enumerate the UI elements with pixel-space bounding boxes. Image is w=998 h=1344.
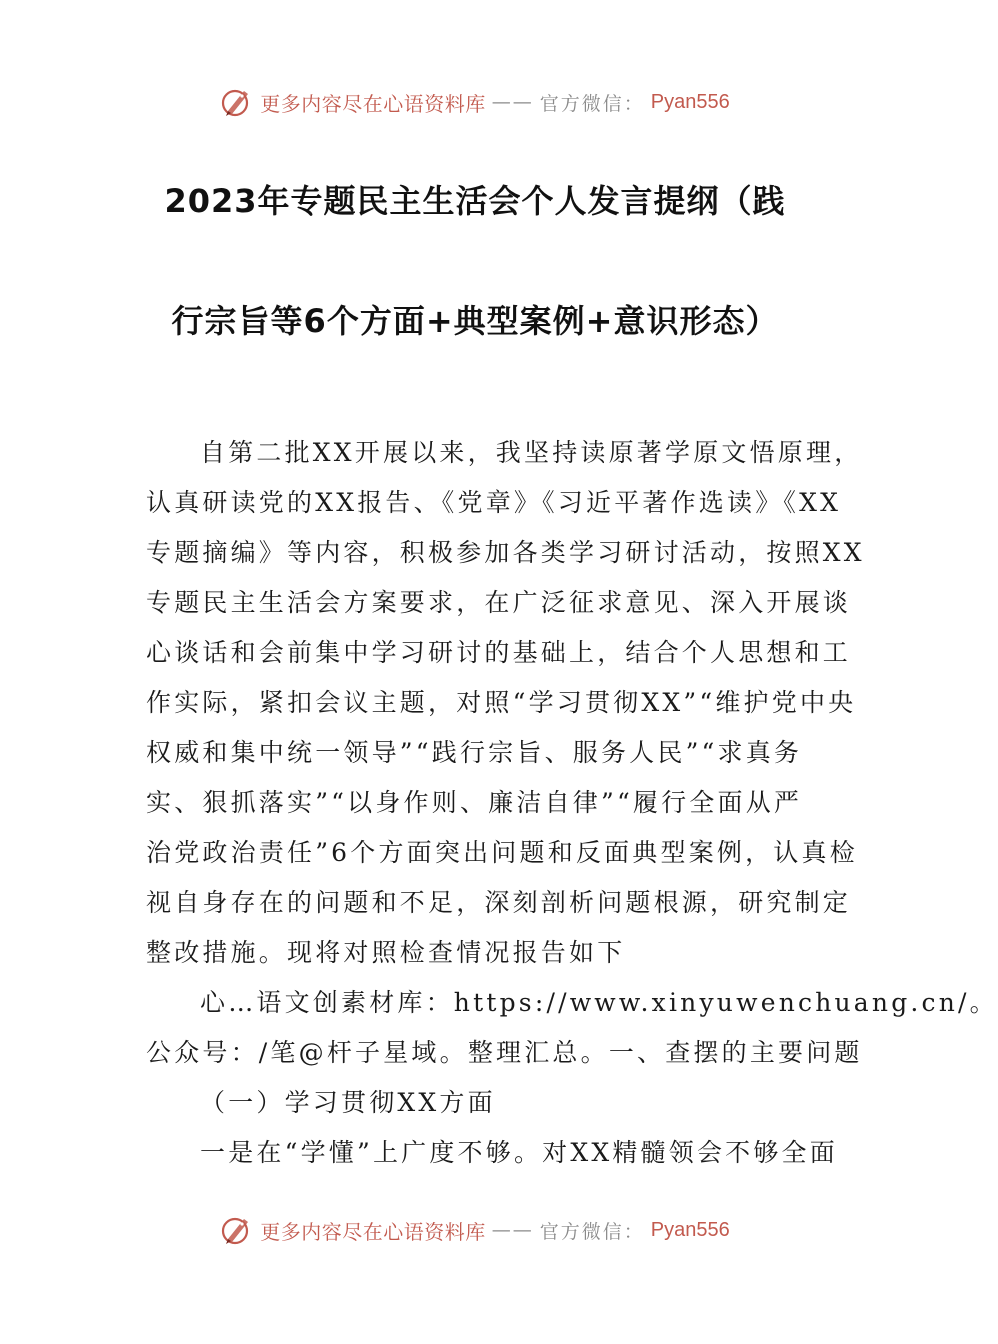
footer-watermark — [0, 1210, 950, 1250]
pen-nib-logo-icon — [220, 1213, 254, 1247]
body-line: 认真研读党的XX报告、《党章》《习近平著作选读》《XX — [146, 488, 842, 517]
body-line: 权威和集中统一领导”“践行宗旨、服务人民”“求真务 — [146, 738, 803, 767]
body-line: 心谈话和会前集中学习研讨的基础上，结合个人思想和工 — [146, 638, 852, 667]
body-line: 专题民主生活会方案要求，在广泛征求意见、深入开展谈 — [146, 588, 852, 617]
body-line: 实、狠抓落实”“以身作则、廉洁自律”“履行全面从严 — [146, 788, 803, 817]
body-line: 整改措施。现将对照检查情况报告如下 — [146, 938, 626, 967]
body-line: 治党政治责任”6个方面突出问题和反面典型案例，认真检 — [146, 838, 858, 867]
watermark-label: 官方微信： — [539, 1220, 645, 1243]
body-line: 作实际，紧扣会议主题，对照“学习贯彻XX”“维护党中央 — [146, 688, 857, 717]
watermark-separator: —— — [491, 91, 534, 113]
watermark-separator: —— — [491, 1219, 534, 1241]
body-line: 公众号：/笔@杆子星域。整理汇总。一、查摆的主要问题 — [146, 1038, 863, 1067]
watermark-wechat-id: Pyan556 — [650, 90, 730, 113]
watermark-wechat-id: Pyan556 — [650, 1218, 730, 1241]
document-title-line-2: 行宗旨等6个方面+典型案例+意识形态） — [171, 302, 779, 340]
watermark-site-text: 更多内容尽在心语资料库 — [260, 91, 486, 116]
body-line: 专题摘编》等内容，积极参加各类学习研讨活动，按照XX — [146, 538, 865, 567]
section-heading: （一）学习贯彻XX方面 — [200, 1088, 496, 1117]
header-watermark — [0, 82, 950, 122]
body-line-source: 心…语文创素材库：https://www.xinyuwenchuang.cn/。 — [200, 988, 998, 1017]
body-line: 一是在“学懂”上广度不够。对XX精髓领会不够全面 — [200, 1138, 838, 1167]
body-line: 自第二批XX开展以来，我坚持读原著学原文悟原理， — [200, 438, 863, 467]
watermark-label: 官方微信： — [539, 92, 645, 115]
body-line: 视自身存在的问题和不足，深刻剖析问题根源，研究制定 — [146, 888, 852, 917]
watermark-site-text: 更多内容尽在心语资料库 — [260, 1219, 486, 1244]
pen-nib-logo-icon — [220, 85, 254, 119]
document-title-line-1: 2023年专题民主生活会个人发言提纲（践 — [164, 182, 786, 220]
